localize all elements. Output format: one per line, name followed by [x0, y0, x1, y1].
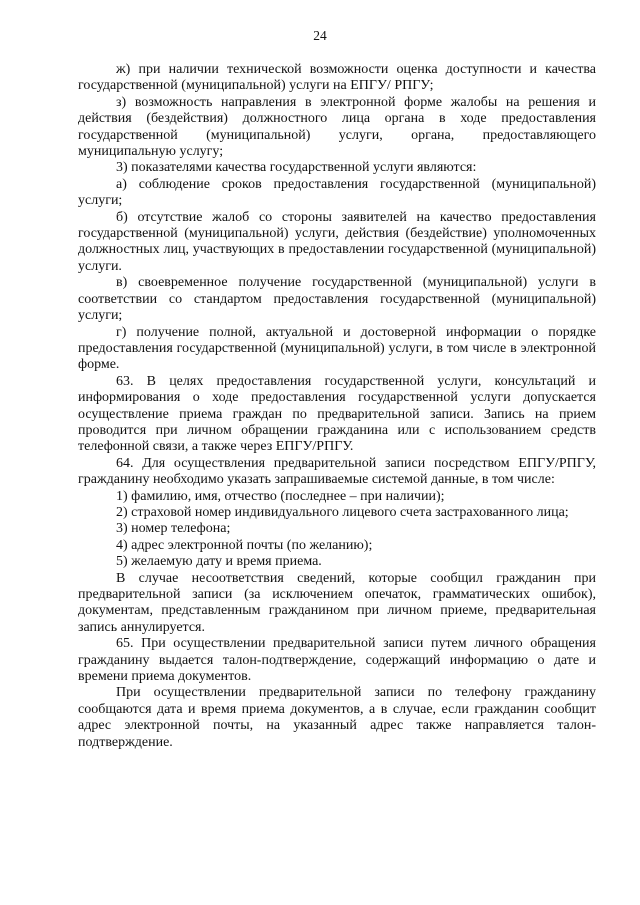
list-item-snils: 2) страховой номер индивидуального лицевого счета застрахованного лица; [116, 504, 569, 520]
paragraph-zh-rating: ж) при наличии технической возможности оценка доступности и качества государственной (муниципальной) услуги на ЕПГУ/ РПГУ; [78, 62, 596, 94]
paragraph-65-ticket: 65. При осуществлении предварительной записи путем личного обращения гражданину выдается талон-подтверждение, содержащий информацию о дате и времени приема документов. [78, 636, 596, 685]
page-number: 24 [313, 28, 327, 43]
list-item-full-name: 1) фамилию, имя, отчество (последнее – при наличии); [116, 488, 445, 504]
paragraph-mismatch: В случае несоответствия сведений, которые сообщил гражданин при предварительной записи (за исключением опечаток, грамматических ошибок), документам, представленным гражданином при личном приеме, предварительная запись аннулируется. [78, 570, 596, 635]
list-item-date-time: 5) желаемую дату и время приема. [116, 554, 322, 570]
paragraph-63-appointments: 63. В целях предоставления государственной услуги, консультаций и информирования о ходе предоставления государственной услуги допускается осуществление приема граждан по предварительной записи. Запись на прием проводится при личном обращении гражданина или с использованием средств телефонной связи, а также через ЕПГУ/РПГУ. [78, 373, 596, 455]
paragraph-a-deadlines: а) соблюдение сроков предоставления государственной (муниципальной) услуги; [78, 176, 596, 209]
paragraph-quality-indicators: 3) показателями качества государственной услуги являются: [116, 160, 477, 176]
list-item-email: 4) адрес электронной почты (по желанию); [116, 537, 373, 553]
paragraph-b-no-complaints: б) отсутствие жалоб со стороны заявителей на качество предоставления государственной (муниципальной) услуги, действия (бездействие) уполномоченных должностных лиц, участвующих в предоставлении государственной (муниципальной) услуги. [78, 209, 596, 274]
paragraph-g-information: г) получение полной, актуальной и достоверной информации о порядке предоставления государственной (муниципальной) услуги, в том числе в электронной форме. [78, 324, 596, 373]
paragraph-z-complaint: з) возможность направления в электронной форме жалобы на решения и действия (бездействия) должностного лица органа в ходе предоставления государственной (муниципальной) услуги, органа, предоставляющего муниципальную услугу; [78, 94, 596, 160]
paragraph-64-online-booking: 64. Для осуществления предварительной записи посредством ЕПГУ/РПГУ, гражданину необходимо указать запрашиваемые системой данные, в том числе: [78, 455, 596, 488]
list-item-phone: 3) номер телефона; [116, 521, 231, 537]
paragraph-v-timely: в) своевременное получение государственной (муниципальной) услуги в соответствии со стандартом предоставления государственной (муниципальной) услуги; [78, 275, 596, 324]
document-body [78, 62, 596, 751]
paragraph-phone-booking: При осуществлении предварительной записи по телефону гражданину сообщаются дата и время приема документов, а в случае, если гражданин сообщит адрес электронной почты, на указанный адрес также направляется талон-подтверждение. [78, 685, 596, 750]
